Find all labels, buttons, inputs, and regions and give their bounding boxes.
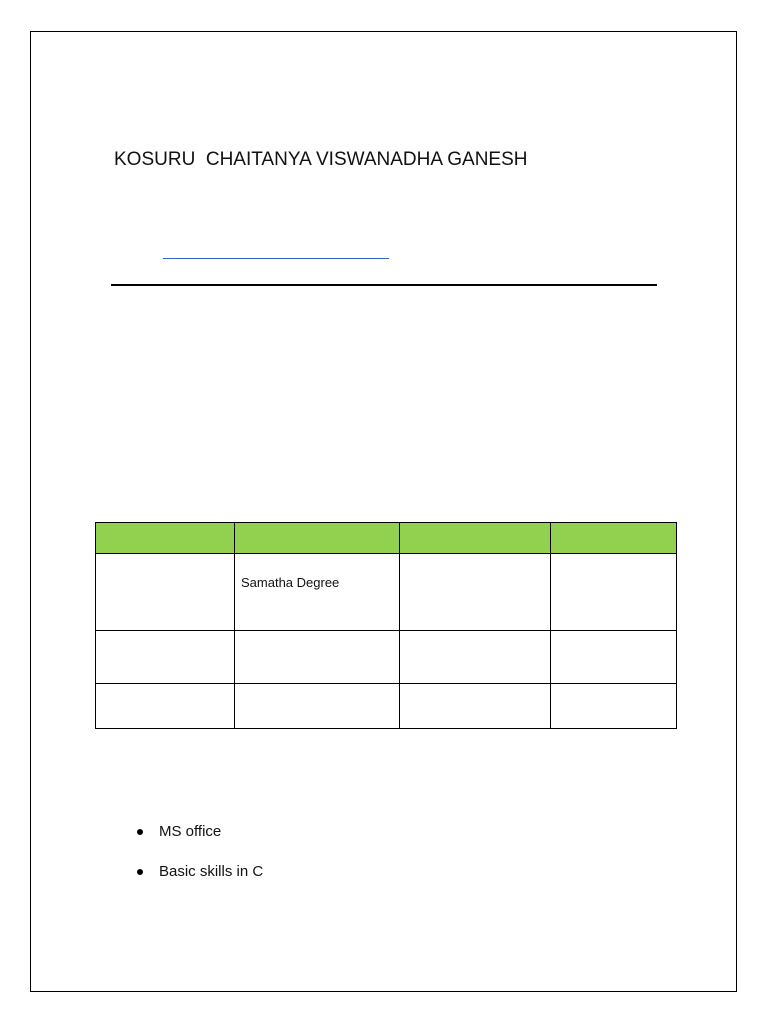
table-cell: [235, 631, 400, 684]
skill-label: Basic skills in C: [159, 863, 264, 880]
table-cell: [96, 554, 235, 631]
institution-name: Samatha Degree: [241, 575, 340, 590]
email-link-underline[interactable]: [163, 258, 389, 259]
education-table: [95, 522, 677, 729]
list-item: [135, 862, 263, 902]
list-item: [135, 822, 263, 862]
table-row: [96, 554, 677, 631]
table-cell: [96, 631, 235, 684]
table-cell: [235, 684, 400, 729]
table-cell: [551, 684, 677, 729]
table-cell: [96, 684, 235, 729]
table-header-row: [96, 523, 677, 554]
skill-label: MS office: [159, 823, 222, 840]
table-row: [96, 631, 677, 684]
table-cell: [235, 523, 400, 554]
table-cell: [551, 631, 677, 684]
bullet-icon: [137, 869, 143, 875]
table-cell: [551, 523, 677, 554]
table-cell: [400, 554, 551, 631]
table-cell: [400, 684, 551, 729]
table-cell: [400, 523, 551, 554]
table-cell: [235, 554, 400, 631]
table-cell: [400, 631, 551, 684]
table-cell: [551, 554, 677, 631]
skills-list: [135, 822, 263, 902]
bullet-icon: [137, 829, 143, 835]
candidate-name: KOSURU CHAITANYA VISWANADHA GANESH: [114, 149, 528, 170]
table-cell: [96, 523, 235, 554]
horizontal-rule: [111, 284, 657, 286]
table-row: [96, 684, 677, 729]
